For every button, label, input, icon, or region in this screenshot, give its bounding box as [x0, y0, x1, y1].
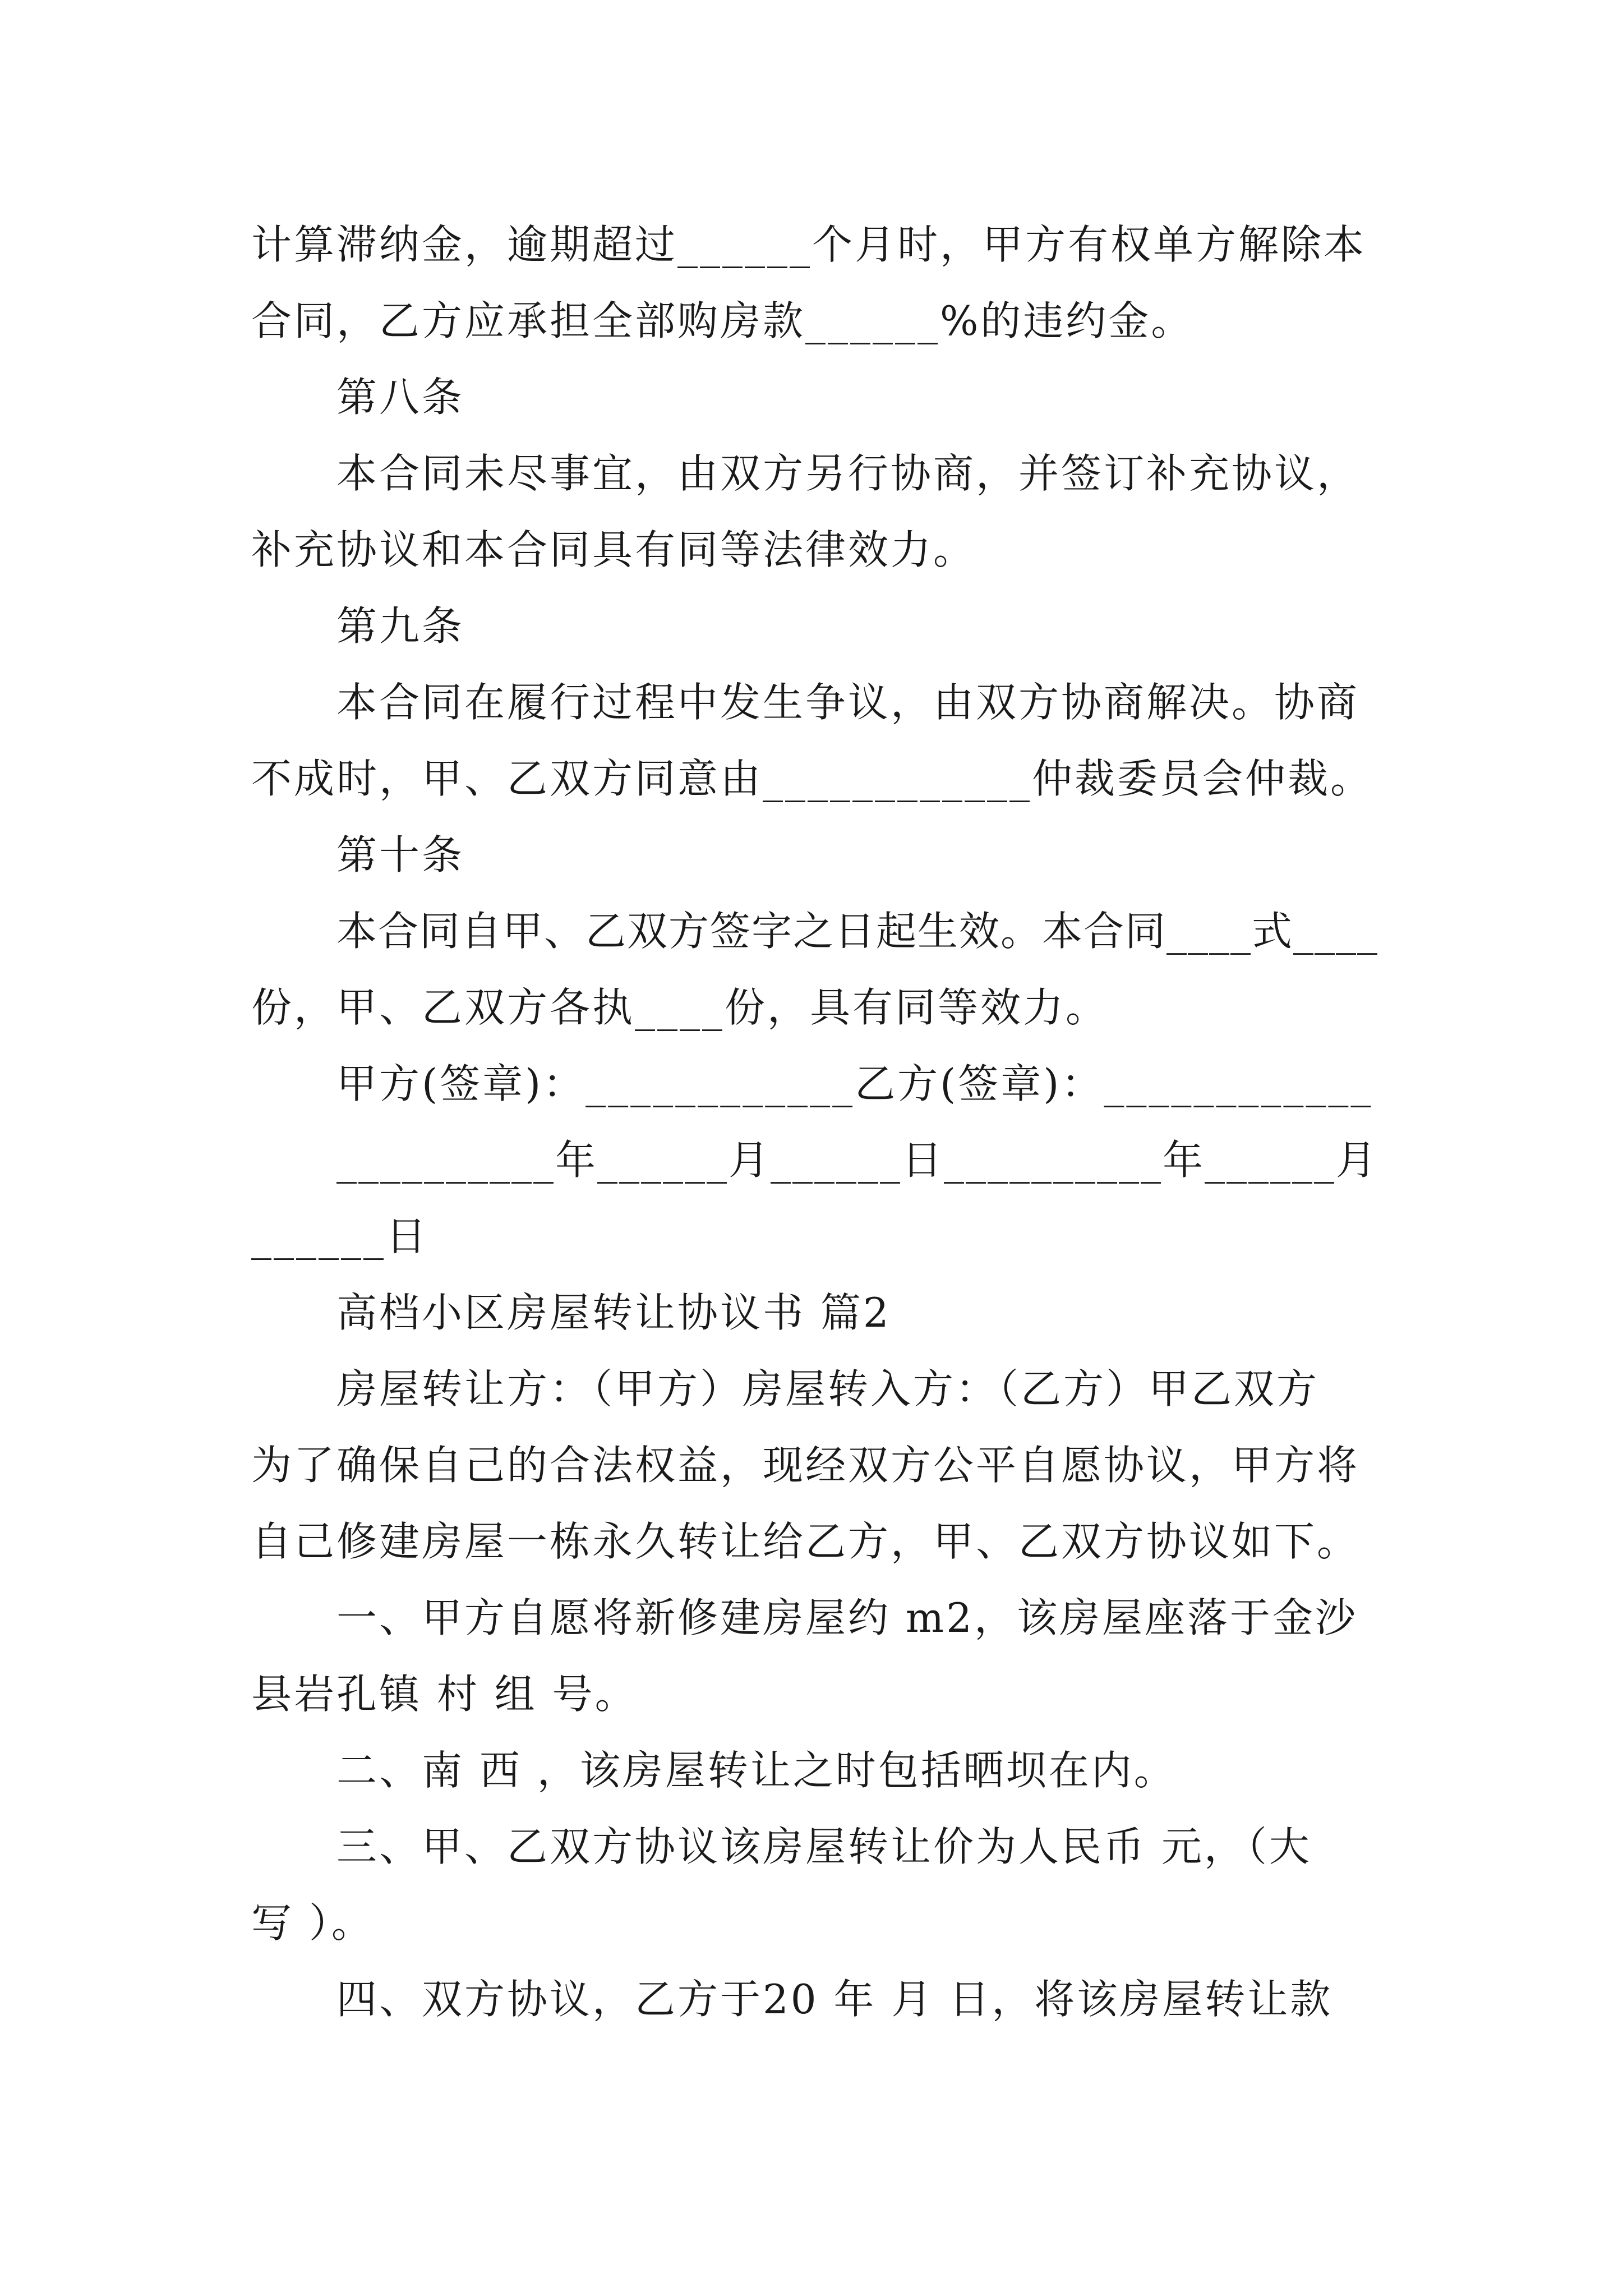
text-line: 二、南 西 ，该房屋转让之时包括晒坝在内。: [336, 1747, 1177, 1794]
section-title: 高档小区房屋转让协议书 篇2: [336, 1289, 891, 1336]
text-line: 三、甲、乙双方协议该房屋转让价为人民币 元，（大: [336, 1823, 1312, 1870]
signature-line: 甲方(签章)：____________乙方(签章)：____________: [336, 1060, 1373, 1107]
text-line: 补充协议和本合同具有同等法律效力。: [251, 526, 976, 573]
text-line: 一、甲方自愿将新修建房屋约 m2，该房屋座落于金沙: [336, 1594, 1358, 1641]
text-line: 不成时，甲、乙双方同意由____________仲裁委员会仲裁。: [251, 755, 1373, 802]
date-line: __________年______月______日__________年______月: [336, 1137, 1378, 1184]
article-heading: 第八条: [336, 374, 465, 421]
text-line: 合同，乙方应承担全部购房款______%的违约金。: [251, 297, 1194, 344]
text-line: 自己修建房屋一栋永久转让给乙方，甲、乙双方协议如下。: [251, 1518, 1360, 1565]
text-line: 四、双方协议，乙方于20 年 月 日，将该房屋转让款: [336, 1976, 1333, 2023]
text-line: 本合同在履行过程中发生争议，由双方协商解决。协商: [336, 679, 1360, 726]
text-line: 为了确保自己的合法权益，现经双方公平自愿协议，甲方将: [251, 1442, 1360, 1489]
text-line: 房屋转让方：（甲方）房屋转入方：（乙方）甲乙双方: [336, 1365, 1320, 1412]
text-line: 本合同自甲、乙双方签字之日起生效。本合同____式____: [336, 908, 1379, 955]
date-line: ______日: [251, 1213, 429, 1260]
text-line: 份，甲、乙双方各执____份，具有同等效力。: [251, 984, 1109, 1031]
text-line: 写 ）。: [251, 1899, 374, 1947]
text-line: 计算滞纳金，逾期超过______个月时，甲方有权单方解除本: [251, 221, 1367, 268]
article-heading: 第十条: [336, 831, 465, 878]
article-heading: 第九条: [336, 602, 465, 650]
text-line: 县岩孔镇 村 组 号。: [251, 1671, 638, 1718]
text-line: 本合同未尽事宜，由双方另行协商，并签订补充协议，: [336, 450, 1360, 497]
